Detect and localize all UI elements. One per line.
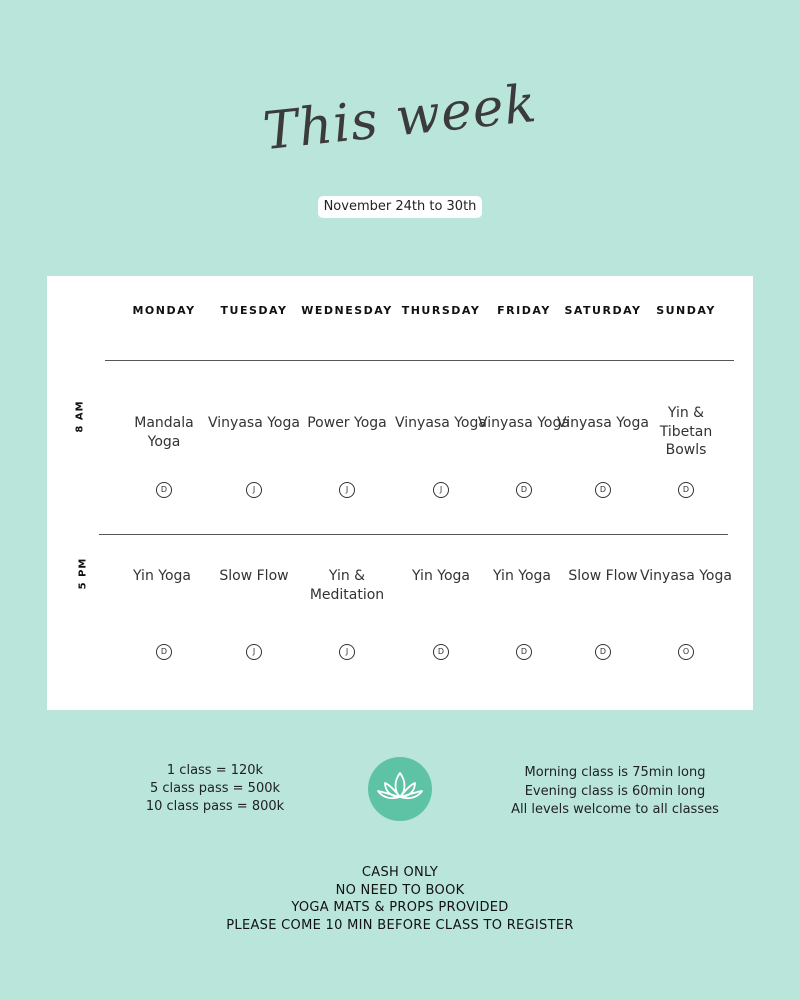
teacher-badge: D bbox=[516, 644, 532, 660]
teacher-badge: J bbox=[339, 482, 355, 498]
note-arrive-early: PLEASE COME 10 MIN BEFORE CLASS TO REGISTER bbox=[226, 917, 574, 933]
teacher-badge: D bbox=[595, 644, 611, 660]
class-sat-evening: Slow Flow bbox=[568, 568, 638, 584]
price-5-class-pass: 5 class pass = 500k bbox=[149, 781, 281, 796]
price-10-class-pass: 10 class pass = 800k bbox=[145, 799, 285, 814]
teacher-badge: J bbox=[339, 644, 355, 660]
class-sat-morning: Vinyasa Yoga bbox=[557, 415, 649, 431]
teacher-badge: O bbox=[678, 644, 694, 660]
teacher-badge: J bbox=[246, 482, 262, 498]
class-mon-morning: Mandala Yoga bbox=[134, 415, 194, 450]
teacher-badge: D bbox=[156, 482, 172, 498]
teacher-badge: D bbox=[595, 482, 611, 498]
class-thu-morning: Vinyasa Yoga bbox=[395, 415, 487, 431]
class-fri-morning: Vinyasa Yoga bbox=[478, 415, 570, 431]
class-wed-morning: Power Yoga bbox=[307, 415, 387, 431]
note-mats-provided: YOGA MATS & PROPS PROVIDED bbox=[291, 900, 509, 916]
pricing-list bbox=[130, 762, 300, 816]
class-tue-morning: Vinyasa Yoga bbox=[208, 415, 300, 431]
class-tue-evening: Slow Flow bbox=[219, 568, 289, 584]
note-no-booking: NO NEED TO BOOK bbox=[335, 882, 465, 898]
class-fri-evening: Yin Yoga bbox=[493, 568, 551, 584]
teacher-badge: J bbox=[433, 482, 449, 498]
note-cash-only: CASH ONLY bbox=[361, 865, 439, 880]
day-header-sunday: SUNDAY bbox=[656, 304, 716, 317]
day-header-friday: FRIDAY bbox=[497, 304, 551, 317]
teacher-badge: D bbox=[516, 482, 532, 498]
morning-duration: Morning class is 75min long bbox=[524, 765, 706, 780]
studio-notes bbox=[0, 864, 800, 934]
teacher-badge: D bbox=[678, 482, 694, 498]
class-info bbox=[500, 764, 730, 820]
day-header-saturday: SATURDAY bbox=[564, 304, 642, 317]
class-sun-morning: Yin & Tibetan Bowls bbox=[659, 405, 713, 458]
date-range-badge: November 24th to 30th bbox=[318, 196, 482, 218]
session-divider bbox=[99, 534, 728, 535]
schedule-card bbox=[47, 276, 753, 710]
page-title: This week bbox=[260, 73, 540, 163]
day-header-wednesday: WEDNESDAY bbox=[301, 304, 393, 317]
header-divider bbox=[105, 360, 734, 361]
day-header-tuesday: TUESDAY bbox=[220, 304, 288, 317]
teacher-badge: J bbox=[246, 644, 262, 660]
evening-duration: Evening class is 60min long bbox=[524, 783, 706, 799]
day-header-thursday: THURSDAY bbox=[401, 304, 481, 317]
time-label-morning: 8 AM bbox=[74, 400, 86, 433]
time-label-evening: 5 PM bbox=[77, 557, 89, 590]
class-mon-evening: Yin Yoga bbox=[133, 568, 191, 584]
levels-note: All levels welcome to all classes bbox=[511, 802, 719, 817]
price-single-class: 1 class = 120k bbox=[166, 763, 264, 778]
class-wed-evening: Yin & Meditation bbox=[309, 568, 385, 603]
lotus-icon bbox=[368, 757, 432, 821]
class-sun-evening: Vinyasa Yoga bbox=[640, 568, 732, 584]
day-header-monday: MONDAY bbox=[132, 304, 196, 317]
teacher-badge: D bbox=[156, 644, 172, 660]
teacher-badge: D bbox=[433, 644, 449, 660]
class-thu-evening: Yin Yoga bbox=[412, 568, 470, 584]
